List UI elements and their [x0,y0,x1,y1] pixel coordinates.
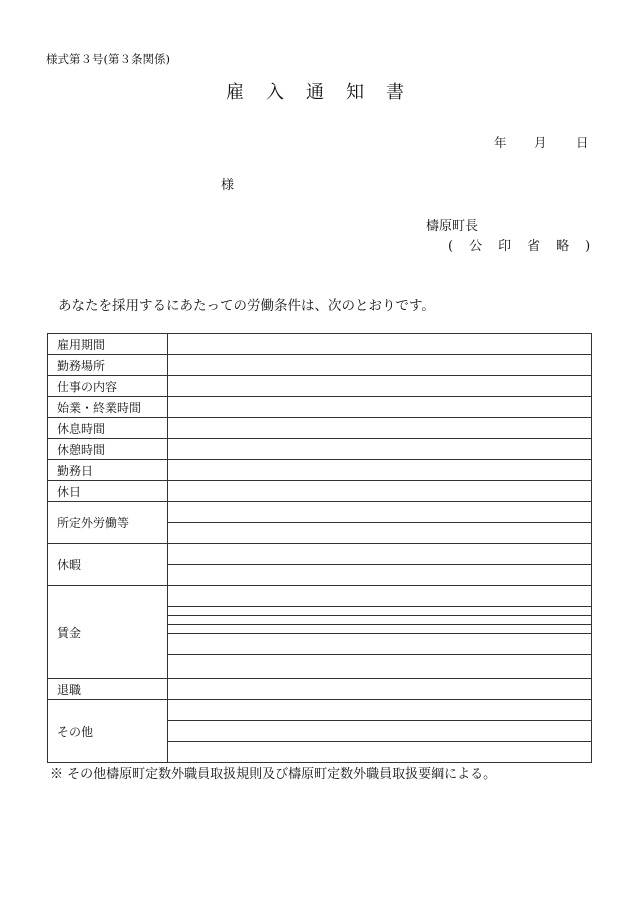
row-label: 雇用期間 [48,334,168,355]
form-number: 様式第３号(第３条関係) [46,52,170,66]
row-label: 仕事の内容 [48,376,168,397]
value-cell[interactable] [168,586,592,607]
row-label: 勤務場所 [48,355,168,376]
table-row [48,502,592,523]
value-cell[interactable] [168,721,592,742]
table-row [48,355,592,376]
title-char: 書 [386,82,404,103]
table-row [48,397,592,418]
date-day-label: 日 [576,135,589,150]
row-label: 賃金 [48,586,168,679]
seal-char: 公 [469,239,483,254]
table-row [48,376,592,397]
value-cell[interactable] [168,376,592,397]
seal-char: ( [448,239,454,254]
seal-char: 略 [556,239,570,254]
value-cell[interactable] [168,334,592,355]
value-cell[interactable] [168,742,592,763]
issuer-name: 檮原町長 [426,219,479,234]
row-label: 退職 [48,679,168,700]
value-cell[interactable] [168,679,592,700]
value-cell[interactable] [168,397,592,418]
table-row [48,679,592,700]
value-cell[interactable] [168,502,592,523]
table-row [48,460,592,481]
value-cell[interactable] [168,616,592,625]
value-cell[interactable] [168,655,592,679]
value-cell[interactable] [168,481,592,502]
table-row [48,418,592,439]
row-label: 休暇 [48,544,168,586]
row-label: 所定外労働等 [48,502,168,544]
title-char: 知 [346,82,364,103]
value-cell[interactable] [168,439,592,460]
value-cell[interactable] [168,418,592,439]
row-label: 休日 [48,481,168,502]
row-label: 休憩時間 [48,439,168,460]
value-cell[interactable] [168,460,592,481]
row-label: 休息時間 [48,418,168,439]
table-row [48,334,592,355]
value-cell[interactable] [168,523,592,544]
addressee-suffix: 様 [221,178,235,193]
row-label: その他 [48,700,168,763]
document-title [0,78,630,104]
title-char: 入 [266,82,284,103]
row-label: 始業・終業時間 [48,397,168,418]
table-row [48,481,592,502]
table-row [48,439,592,460]
table-row [48,544,592,565]
working-conditions-table [47,333,592,763]
seal-omitted-note [448,235,606,254]
value-cell[interactable] [168,544,592,565]
date-month-label: 月 [534,135,547,150]
seal-char: 印 [498,239,512,254]
intro-text: あなたを採用するにあたっての労働条件は、次のとおりです。 [58,298,435,314]
title-char: 雇 [226,82,244,103]
value-cell[interactable] [168,625,592,634]
date-year-label: 年 [494,135,507,150]
table-row [48,700,592,721]
table-row [48,586,592,607]
seal-char: 省 [527,239,541,254]
value-cell[interactable] [168,634,592,655]
row-label: 勤務日 [48,460,168,481]
value-cell[interactable] [168,700,592,721]
value-cell[interactable] [168,355,592,376]
value-cell[interactable] [168,565,592,586]
seal-char: ) [585,239,591,254]
footnote: ※ その他檮原町定数外職員取扱規則及び檮原町定数外職員取扱要綱による。 [50,767,497,782]
title-char: 通 [306,82,324,103]
value-cell[interactable] [168,607,592,616]
